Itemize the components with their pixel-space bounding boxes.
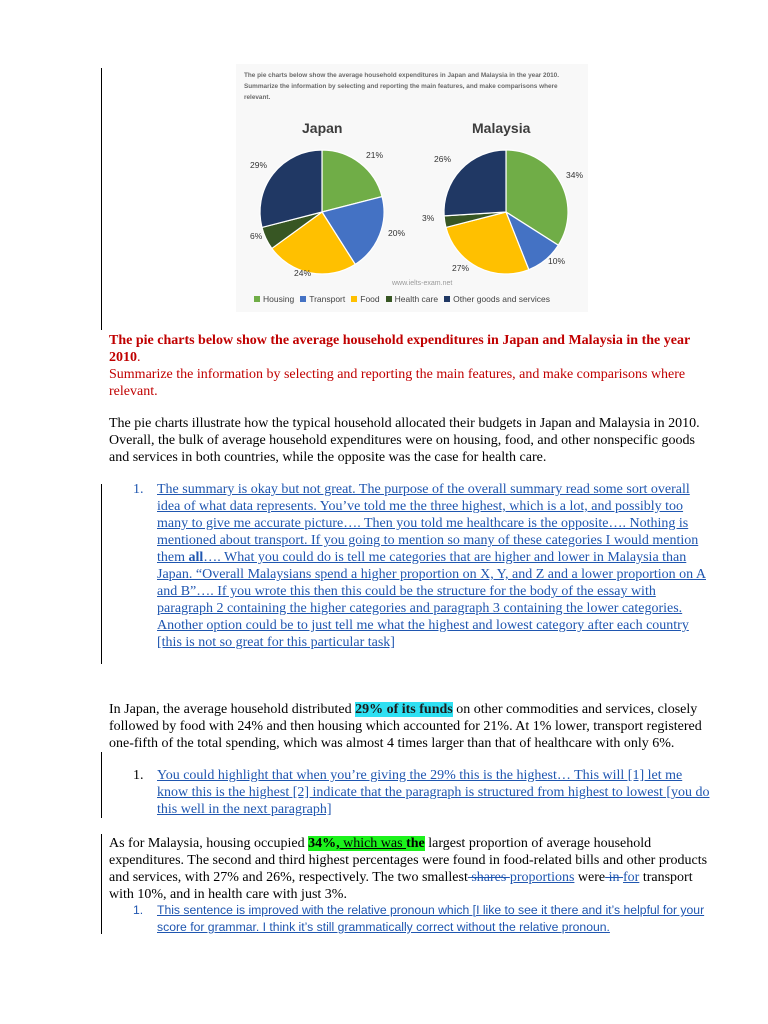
malaysia-label-food: 27% bbox=[452, 263, 470, 273]
japan-label-health: 6% bbox=[250, 231, 263, 241]
legend-item-health-care: Health care bbox=[386, 294, 438, 304]
legend-item-transport: Transport bbox=[300, 294, 345, 304]
task-heading: The pie charts below show the average household expenditures in Japan and Malaysia in the year 2010. Summarize the information by selecting and reporting the main features, and make comparisons where relevant. bbox=[109, 333, 690, 399]
task-heading-bold: The pie charts below show the average household expenditures in Japan and Malaysia in the year 2010 bbox=[109, 333, 690, 365]
watermark: www.ielts-exam.net bbox=[392, 280, 453, 287]
chart-title-malaysia: Malaysia bbox=[472, 120, 531, 136]
pie-charts-svg bbox=[236, 64, 588, 312]
essay-paragraph-malaysia: As for Malaysia, housing occupied 34%, which was the largest proportion of average household expenditures. The second and third highest percentages were found in food-related bills and other products and services, with 27% and 26%, respectively. The two smallest shares proportions were in for transport with 10%, and in health care with just 3%. bbox=[109, 836, 708, 902]
figure-prompt: The pie charts below show the average household expenditures in Japan and Malaysia in the year 2010. Summarize the information by selecting and reporting the main features, and make comparisons where relevant. bbox=[244, 72, 560, 101]
legend-item-housing: Housing bbox=[254, 294, 294, 304]
japan-label-food: 24% bbox=[294, 268, 312, 278]
inserted-text: proportions bbox=[509, 870, 575, 885]
malaysia-label-other: 26% bbox=[434, 154, 452, 164]
change-bar bbox=[101, 484, 102, 664]
highlight-29-percent: 29% of its funds bbox=[355, 702, 453, 717]
japan-label-housing: 21% bbox=[366, 150, 384, 160]
tutor-comment-3: 1. This sentence is improved with the relative pronoun which [I like to see it there and it’s helpful for your score for grammar. I think it’s still grammatically correct without the relative pronoun. bbox=[133, 903, 705, 934]
comment-number: 1. bbox=[133, 482, 144, 497]
legend-swatch bbox=[300, 296, 306, 302]
tutor-comment-2: 1. You could highlight that when you’re giving the 29% this is the highest… This will [1] let me know this is the highest [2] indicate that the paragraph is structured from highest to lowest [you do this well in the next paragraph] bbox=[133, 768, 710, 817]
legend-item-food: Food bbox=[351, 294, 379, 304]
highlight-34-percent: 34%, bbox=[308, 836, 340, 851]
malaysia-label-health: 3% bbox=[422, 213, 435, 223]
legend-swatch bbox=[351, 296, 357, 302]
malaysia-label-transport: 10% bbox=[548, 256, 566, 266]
comment-number: 1. bbox=[133, 768, 144, 783]
japan-label-transport: 20% bbox=[388, 228, 406, 238]
legend-swatch bbox=[386, 296, 392, 302]
change-bar bbox=[101, 752, 102, 818]
deleted-text: shares bbox=[467, 870, 510, 885]
malaysia-label-housing: 34% bbox=[566, 170, 584, 180]
essay-intro: The pie charts illustrate how the typical household allocated their budgets in Japan and Malaysia in 2010. Overall, the bulk of average household expenditures were on housing, food, and other nonspecific goods and services in both countries, while the opposite was the case for health care. bbox=[109, 416, 700, 465]
change-bar bbox=[101, 834, 102, 934]
legend-swatch bbox=[254, 296, 260, 302]
legend-item-other: Other goods and services bbox=[444, 294, 550, 304]
comment-number: 1. bbox=[133, 903, 144, 917]
inserted-text: for bbox=[623, 870, 640, 885]
change-bar bbox=[101, 68, 102, 330]
japan-label-other: 29% bbox=[250, 160, 268, 170]
deleted-text: in bbox=[605, 870, 624, 885]
malaysia-slice-other-goods-and-services bbox=[444, 150, 506, 216]
pie-chart-figure bbox=[236, 64, 588, 312]
essay-paragraph-japan: In Japan, the average household distributed 29% of its funds on other commodities and services, closely followed by food with 24% and then housing which accounted for 21%. At 1% lower, transport registered one-fifth of the total spending, which was almost 4 times larger than that of healthcare with only 6%. bbox=[109, 702, 702, 751]
tutor-comment-1: 1. The summary is okay but not great. The purpose of the overall summary read some sort overall idea of what data represents. You’ve told me the three highest, which is a lot, and possibly too many to give me accurate picture…. Then you told me healthcare is the opposite…. Nothing is mentioned about transport. If you going to mention so many of these categories I would mention them all…. What you could do is tell me categories that are higher and lower in Malaysia than Japan. “Overall Malaysians spend a higher proportion on X, Y, and Z and a lower proportion on A and B”…. If you wrote this then this could be the structure for the body of the essay with paragraph 2 containing the higher categories and paragraph 3 containing the lower categories. Another option could be to just tell me what the highest and lowest category after each country [this is not so great for this particular task] bbox=[133, 482, 706, 650]
task-instruction: Summarize the information by selecting and reporting the main features, and make comparisons where relevant. bbox=[109, 367, 686, 399]
legend-swatch bbox=[444, 296, 450, 302]
chart-legend bbox=[254, 294, 550, 304]
chart-title-japan: Japan bbox=[302, 120, 343, 136]
